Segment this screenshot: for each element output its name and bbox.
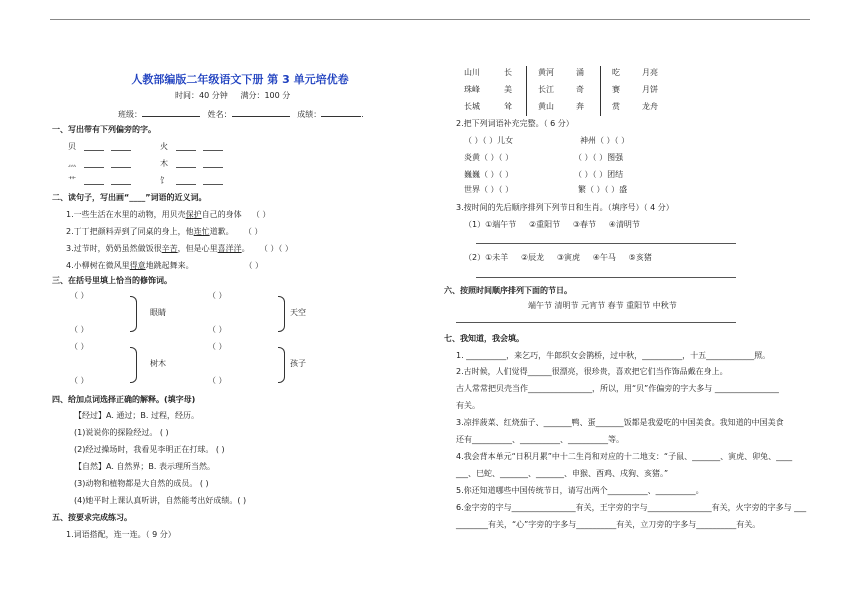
question-line: (4)她平时上课认真听讲，自然能考出好成绩。( ) — [74, 496, 247, 505]
match-word: 奔 — [576, 102, 584, 111]
paren-blank: （ ） — [208, 325, 227, 334]
fill-item: 巍巍（ ）（ ） — [464, 170, 514, 179]
section3-heading: 三、在括号里填上恰当的修饰词。 — [52, 276, 172, 285]
match-word: 长城 — [464, 102, 480, 111]
noun: 眼睛 — [150, 308, 166, 317]
radical-row: 饣 — [160, 176, 168, 185]
fill-item: 炎黄（ ）（ ） — [464, 153, 514, 162]
festival-list: 端午节 清明节 元宵节 春节 重阳节 中秋节 — [528, 301, 677, 310]
match-word: 赛 — [612, 85, 620, 94]
section7-heading: 七、我知道，我会填。 — [444, 334, 524, 343]
fill-item: 神州（ ）（ ） — [580, 136, 630, 145]
section6-heading: 六、按照时间顺序排列下面的节日。 — [444, 286, 572, 295]
paren-blank: （ ） — [208, 291, 227, 300]
noun: 树木 — [150, 359, 166, 368]
fill-line: ___、巳蛇、_______、_______、申猴、酉鸡、戌狗、亥猪。” — [456, 469, 669, 478]
top-rule — [50, 19, 810, 20]
student-info: 班级： 姓名： 成绩： . — [118, 110, 364, 119]
noun: 天空 — [290, 308, 306, 317]
match-word: 涌 — [576, 68, 584, 77]
sub-question: 1.词语搭配，连一连。（ 9 分） — [66, 530, 176, 539]
fill-line: 1. __________，来乞巧，牛郎织女会鹊桥，过中秋，__________，十五____________照。 — [456, 351, 771, 360]
paren-blank: （ ） — [70, 325, 89, 334]
sub-question: 3.按时间的先后顺序排列下列节日和生肖。（填序号）（ 4 分） — [456, 203, 674, 212]
fill-line: 4.我会背本单元“日积月累”中十二生肖和对应的十二地支：“子鼠、_______、寅虎、卯兔、____ — [456, 452, 793, 461]
match-word: 美 — [504, 85, 512, 94]
question-line: 3.过节时，奶奶虽然做饭很辛苦，但是心里喜洋洋。 （ ）（ ） — [66, 244, 293, 253]
paren-blank: （ ） — [70, 291, 89, 300]
match-word: 山川 — [464, 68, 480, 77]
page-title: 人教部编版二年级语文下册 第 3 单元培优卷 — [131, 73, 349, 86]
paren-blank: （ ） — [208, 342, 227, 351]
fill-item: （ ）（ ）团结 — [574, 170, 624, 179]
question-line: 4.小柳树在微风里得意地跳起舞来。 （ ） — [66, 261, 264, 270]
fill-item: （ ）（ ）儿女 — [464, 136, 514, 145]
radical-row: 贝 — [68, 142, 76, 151]
radical-row: 火 — [160, 142, 168, 151]
match-word: 珠峰 — [464, 85, 480, 94]
order-row: （1）①端午节 ②重阳节 ③春节 ④清明节 — [464, 220, 640, 229]
match-word: 长 — [504, 68, 512, 77]
fill-line: 古人常常把贝壳当作________________，所以，用“贝”作偏旁的字大多与 ________________ — [456, 384, 779, 393]
radical-row: 灬 — [68, 159, 76, 168]
match-word: 月亮 — [642, 68, 658, 77]
radical-row: 木 — [160, 159, 168, 168]
question-line: (3)动物和植物都是大自然的成员。 ( ) — [74, 479, 209, 488]
section5-heading: 五、按要求完成练习。 — [52, 513, 132, 522]
definition: 【自然】A. 自然界；B. 表示理所当然。 — [74, 462, 215, 471]
definition: 【经过】A. 通过；B. 过程，经历。 — [74, 411, 199, 420]
paren-blank: （ ） — [70, 376, 89, 385]
question-line: 1.一些生活在水里的动物，用贝壳保护自己的身体 （ ） — [66, 210, 271, 219]
match-word: 耸 — [504, 102, 512, 111]
match-word: 吃 — [612, 68, 620, 77]
fill-line: 5.你还知道哪些中国传统节日，请写出两个__________、__________。 — [456, 486, 704, 495]
noun: 孩子 — [290, 359, 306, 368]
section4-heading: 四、给加点词选择正确的解释。(填字母) — [52, 395, 196, 404]
section1-heading: 一、写出带有下列偏旁的字。 — [52, 125, 156, 134]
match-word: 月饼 — [642, 85, 658, 94]
fill-line: 6.金字旁的字与________________有关，王字旁的字与________________有关，火字旁的字多与 ___ — [456, 503, 807, 512]
question-line: 2.丁丁把颜料弄到了同桌的身上，他连忙道歉。 （ ） — [66, 227, 263, 236]
fill-line: ________有关，“心”字旁的字多与__________有关，立刀旁的字多与__________有关。 — [456, 520, 761, 529]
fill-item: 世界（ ）（ ） — [464, 185, 514, 194]
paren-blank: （ ） — [208, 376, 227, 385]
match-word: 黄山 — [538, 102, 554, 111]
order-row: （2）①未羊 ②辰龙 ③寅虎 ④午马 ⑤亥猪 — [464, 253, 652, 262]
match-word: 长江 — [538, 85, 554, 94]
fill-item: 繁（ ）（ ）盛 — [578, 185, 628, 194]
match-word: 奇 — [576, 85, 584, 94]
match-word: 赏 — [612, 102, 620, 111]
question-line: (1)说说你的探险经过。 ( ) — [74, 428, 169, 437]
sub-question: 2.把下列词语补充完整。（ 6 分） — [456, 119, 574, 128]
section2-heading: 二、读句子，写出画“____”词语的近义词。 — [52, 193, 207, 202]
question-line: (2)经过操场时，我看见李明正在打球。 ( ) — [74, 445, 225, 454]
time-info: 时间：40 分钟 满分：100 分 — [175, 91, 291, 100]
fill-item: （ ）（ ）图强 — [574, 153, 624, 162]
match-word: 黄河 — [538, 68, 554, 77]
fill-line: 3.凉拌菠菜、红烧茄子、_______鸭、蛋_______饭都是我爱吃的中国美食。我知道的中国美食 — [456, 418, 784, 427]
fill-line: 有关。 — [456, 401, 480, 410]
match-word: 龙舟 — [642, 102, 658, 111]
fill-line: 还有__________、__________、__________等。 — [456, 435, 624, 444]
paren-blank: （ ） — [70, 342, 89, 351]
fill-line: 2.古时候，人们觉得______很漂亮，很珍贵，喜欢把它们当作饰品戴在身上。 — [456, 367, 728, 376]
radical-row: 艹 — [68, 176, 76, 185]
